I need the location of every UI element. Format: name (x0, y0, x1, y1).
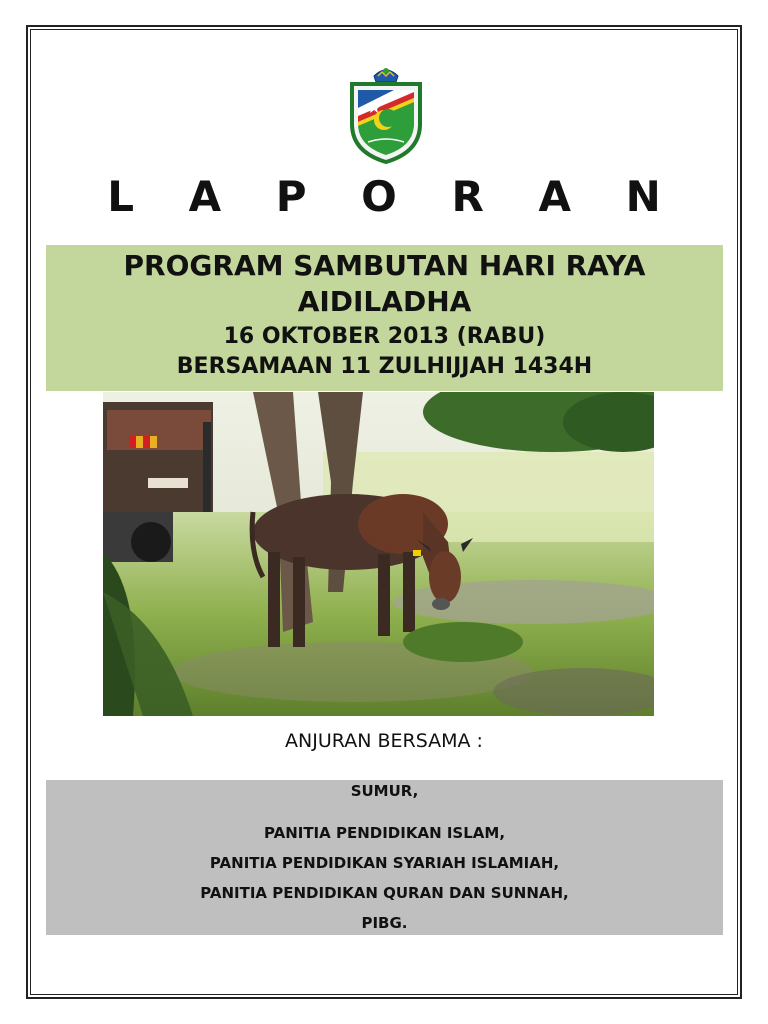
organizer-item: PIBG. (361, 914, 408, 932)
organized-by-label: ANJURAN BERSAMA : (285, 730, 483, 752)
program-title-band (46, 245, 723, 391)
program-name-line2: AIDILADHA (297, 285, 472, 318)
organizers-band (46, 780, 723, 935)
school-crest-logo (344, 62, 428, 166)
report-title: L A P O R A N (107, 172, 681, 221)
organizer-item: SUMUR, (350, 782, 419, 800)
organizer-item: PANITIA PENDIDIKAN SYARIAH ISLAMIAH, (209, 854, 560, 872)
program-name-line1: PROGRAM SAMBUTAN HARI RAYA (123, 249, 646, 282)
organizer-item: PANITIA PENDIDIKAN QURAN DAN SUNNAH, (200, 884, 569, 902)
program-date: 16 OKTOBER 2013 (RABU) (223, 324, 546, 349)
cow-grazing-under-tree-photo (103, 392, 654, 716)
program-hijri-date: BERSAMAAN 11 ZULHIJJAH 1434H (176, 354, 593, 379)
organizer-item: PANITIA PENDIDIKAN ISLAM, (263, 824, 506, 842)
